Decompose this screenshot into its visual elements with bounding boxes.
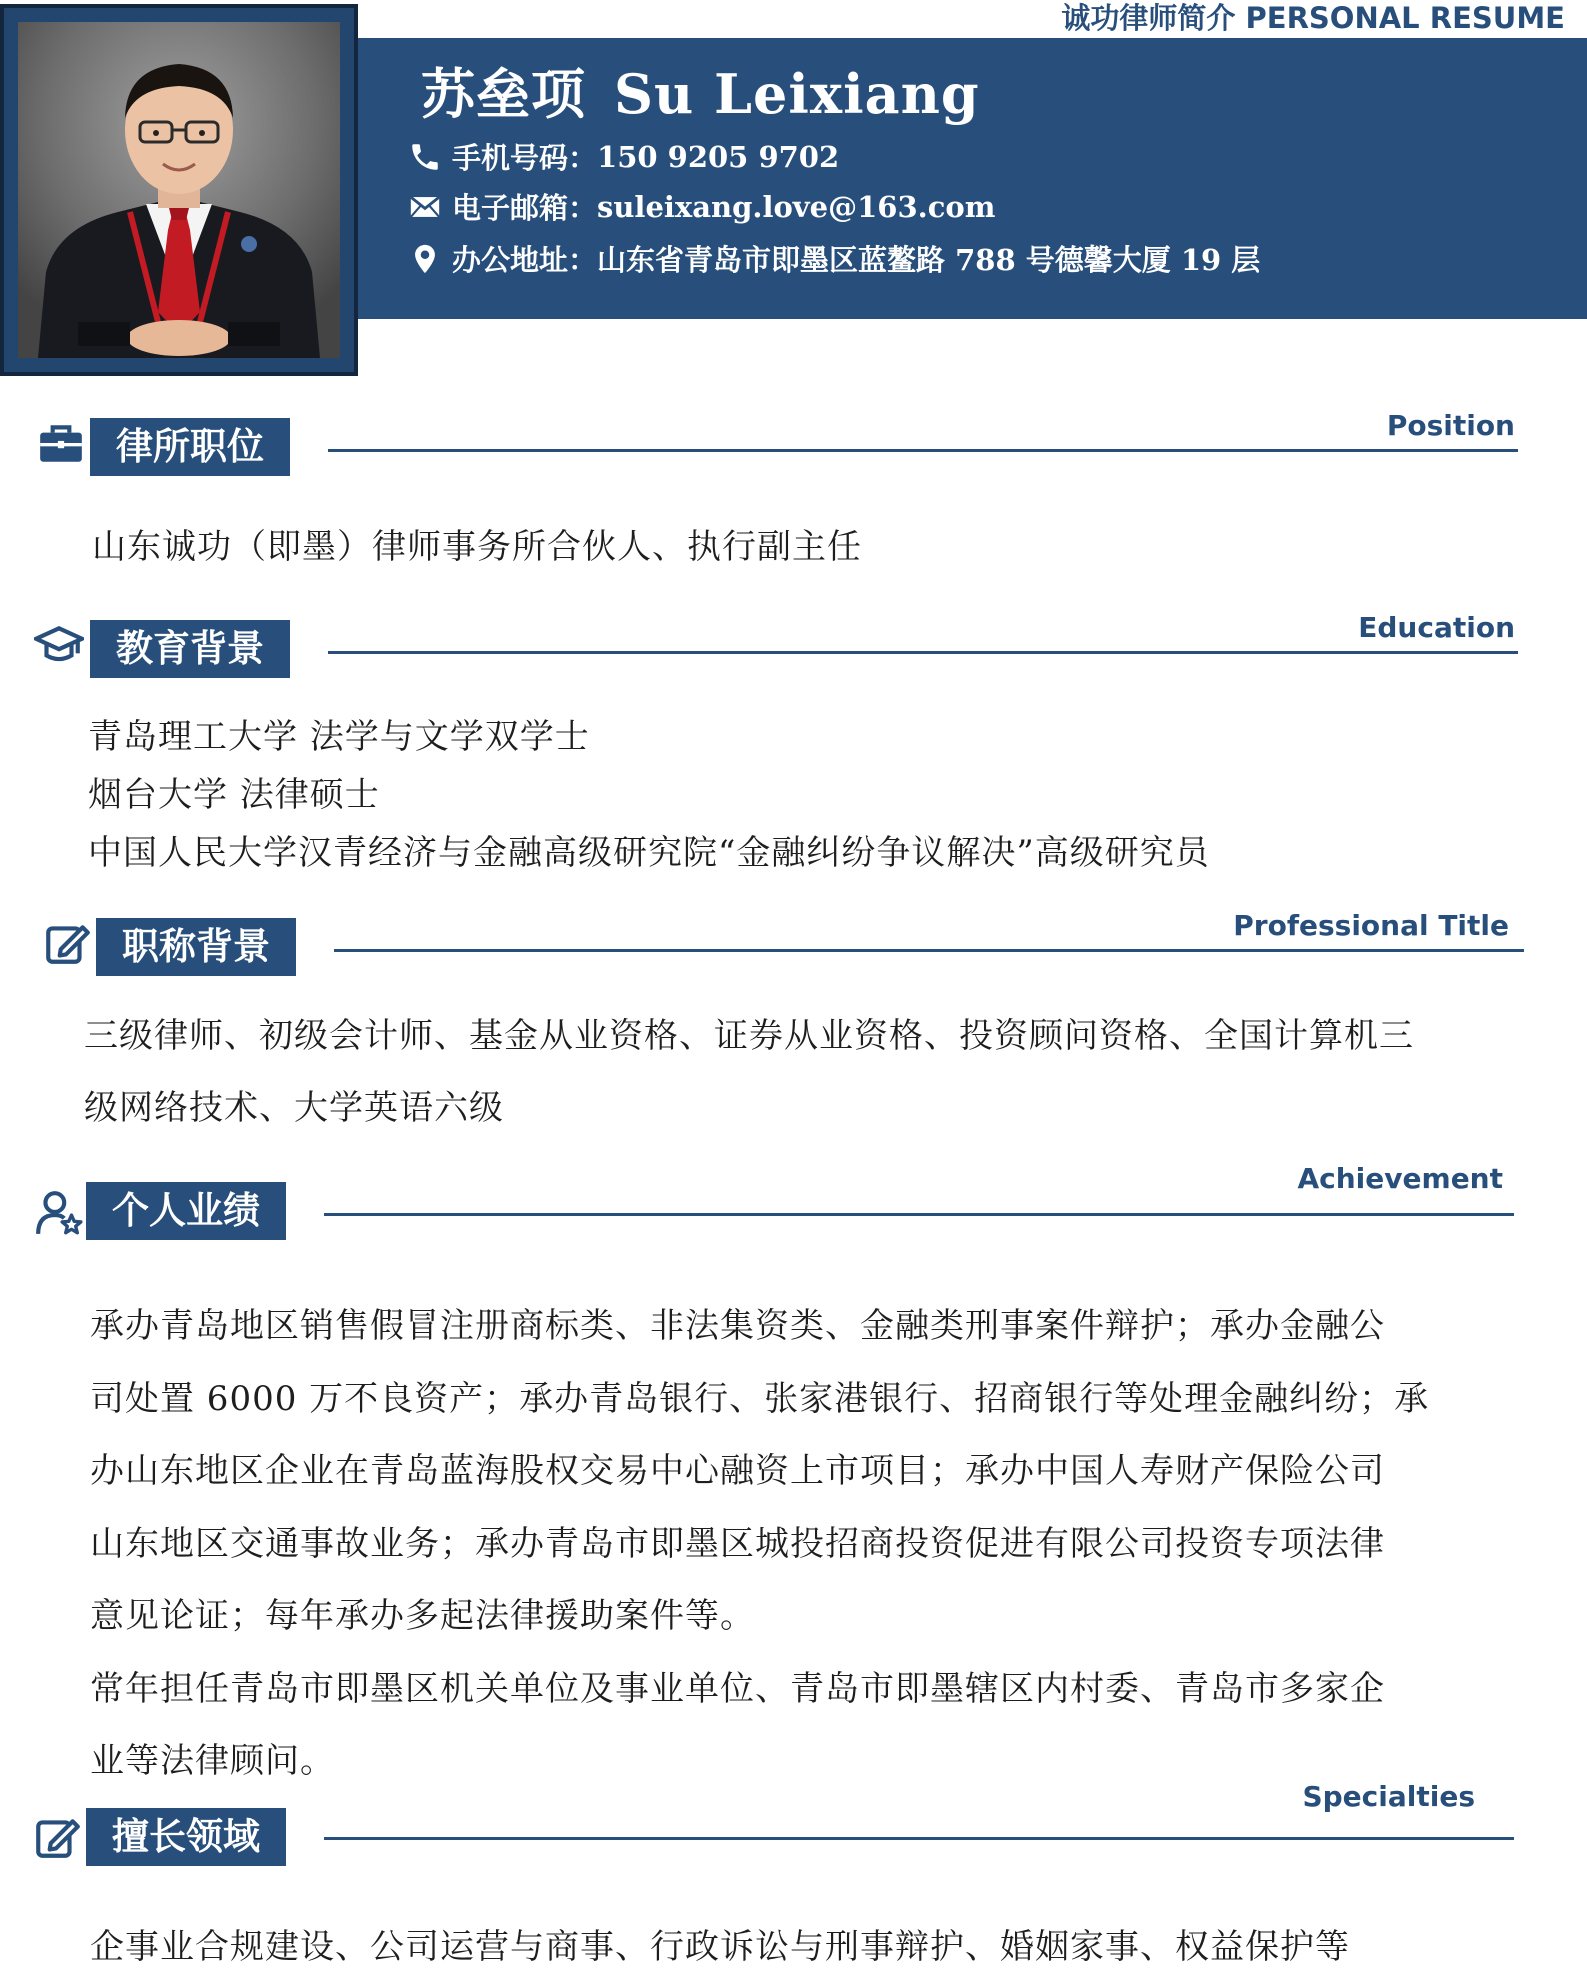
text-line: 青岛理工大学 法学与文学双学士 [88,717,590,757]
text-line: 中国人民大学汉青经济与金融高级研究院“金融纠纷争议解决”高级研究员 [88,833,1210,873]
contact-address-label: 办公地址： [452,243,598,277]
section-professional-title-title-en: Professional Title [1233,909,1509,942]
section-specialties-title: 擅长领域 [86,1808,286,1866]
section-education-rule [328,651,1518,654]
section-position-title: 律所职位 [90,418,290,476]
briefcase-icon [36,418,86,468]
phone-icon [408,140,442,174]
text-line: 司处置 6000 万不良资产；承办青岛银行、张家港银行、招商银行等处理金融纠纷；承 [90,1378,1430,1419]
text-line: 意见论证；每年承办多起法律援助案件等。 [90,1596,755,1636]
contact-email-label: 电子邮箱： [452,191,598,225]
section-professional-title-text [84,1000,1414,1144]
section-professional-title-title: 职称背景 [96,918,296,976]
text-line: 烟台大学 法律硕士 [88,775,380,815]
text-line: 三级律师、初级会计师、基金从业资格、证券从业资格、投资顾问资格、全国计算机三 [84,1016,1414,1056]
section-position-text [92,522,862,572]
text-line: 企事业合规建设、公司运营与商事、行政诉讼与刑事辩护、婚姻家事、权益保护等 [90,1927,1350,1967]
section-achievement-text [90,1290,1429,1798]
section-achievement-rule [324,1213,1514,1216]
text-line: 山东地区交通事故业务；承办青岛市即墨区城投招商投资促进有限公司投资专项法律 [90,1523,1385,1564]
section-specialties-text [90,1922,1350,1972]
section-professional-title-rule [334,949,1524,952]
contact-address-value: 山东省青岛市即墨区蓝鳌路 788 号德馨大厦 19 层 [597,243,1261,277]
location-pin-icon [408,242,442,276]
contact-phone-value: 150 9205 9702 [597,139,840,174]
section-specialties-title-en: Specialties [1302,1780,1475,1813]
edit-icon [42,918,92,968]
text-line: 常年担任青岛市即墨区机关单位及事业单位、青岛市即墨辖区内村委、青岛市多家企 [90,1668,1385,1709]
text-line: 级网络技术、大学英语六级 [84,1088,504,1128]
graduation-cap-icon [34,620,84,670]
section-education-text [88,708,1210,882]
text-line: 业等法律顾问。 [90,1741,335,1781]
name-english: Su Leixiang [614,62,980,126]
text-line: 山东诚功（即墨）律师事务所合伙人、执行副主任 [92,527,862,567]
section-achievement-title-en: Achievement [1297,1162,1503,1195]
contact-email [408,186,995,227]
name-line [421,52,980,129]
mail-icon [408,190,442,224]
contact-email-value: suleixang.love@163.com [597,189,996,224]
section-achievement-title: 个人业绩 [86,1182,286,1240]
edit-icon [32,1812,82,1862]
section-education-title-en: Education [1358,611,1515,644]
contact-phone-label: 手机号码： [452,141,598,175]
contact-address [408,238,1260,279]
section-position-title-en: Position [1386,409,1515,442]
profile-photo-frame [0,4,358,376]
name-chinese: 苏垒项 [421,62,586,126]
text-line: 承办青岛地区销售假冒注册商标类、非法集资类、金融类刑事案件辩护；承办金融公 [90,1306,1385,1346]
resume-header-title: 诚功律师简介 PERSONAL RESUME [1061,1,1565,35]
contact-phone [408,136,839,177]
section-specialties-rule [324,1837,1514,1840]
section-position-rule [328,449,1518,452]
profile-photo [18,22,340,358]
person-star-icon [34,1188,84,1238]
text-line: 办山东地区企业在青岛蓝海股权交易中心融资上市项目；承办中国人寿财产保险公司 [90,1451,1385,1491]
header-band [358,38,1587,319]
section-education-title: 教育背景 [90,620,290,678]
lawyer-portrait-image [18,22,340,358]
